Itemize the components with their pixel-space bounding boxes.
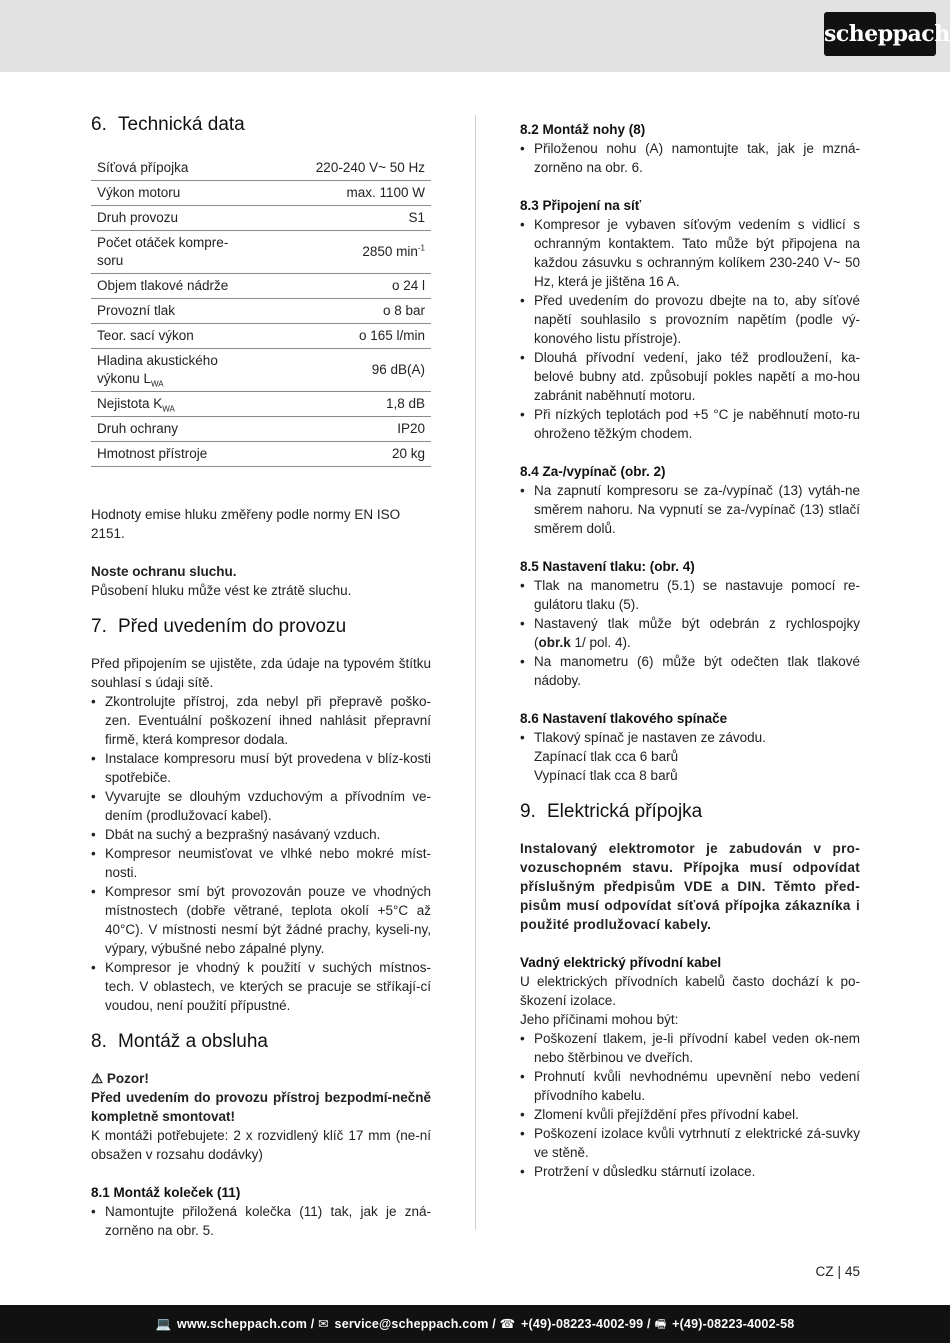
spec-value: o 8 bar: [251, 299, 431, 324]
warning-label: ⚠ Pozor!: [91, 1071, 149, 1086]
computer-icon: 💻: [155, 1317, 172, 1331]
table-row: [91, 442, 431, 467]
section-8-4-list: [520, 481, 860, 538]
list-item: • Instalace kompresoru musí být provedena v blíz-kosti spotřebiče.: [91, 749, 431, 787]
spec-value: S1: [251, 206, 431, 231]
list-item: • Kompresor smí být provozován pouze ve vhodných místnostech (dobře větrané, teplota okolí +5°C až 40°C). V místnosti nesmí být žádné prachy, kyseli-ny, výpary, výbušné nebo zápalné plyny.: [91, 882, 431, 958]
cable-list: [520, 1029, 860, 1181]
section-8-2-heading: 8.2 Montáž nohy (8): [520, 122, 646, 137]
spec-value: max. 1100 W: [251, 181, 431, 206]
section-8-6-list: [520, 728, 860, 785]
section-9-heading: 9. Elektrická přípojka: [520, 801, 703, 822]
table-row: [91, 299, 431, 324]
switch-off-pressure: Vypínací tlak cca 8 barů: [534, 768, 678, 783]
section-8-3-list: [520, 215, 860, 443]
table-row: [91, 349, 431, 392]
list-item: • Před uvedením do provozu dbejte na to, aby síťové napětí souhlasilo s provozním napětím (podle vý-konového listu přístroje).: [520, 291, 860, 348]
list-item: • Nastavený tlak může být odebrán z rychlospojky (obr.k 1/ pol. 4).: [520, 614, 860, 652]
spec-label: Teor. sací výkon: [91, 324, 251, 349]
table-row: [91, 181, 431, 206]
switch-on-pressure: Zapínací tlak cca 6 barů: [534, 749, 679, 764]
spec-label: Druh provozu: [91, 206, 251, 231]
list-item: • Tlakový spínač je nastaven ze závodu. Zapínací tlak cca 6 barů Vypínací tlak cca 8 barů: [520, 728, 860, 785]
cable-intro: U elektrických přívodních kabelů často dochází k po-škození izolace.: [520, 974, 860, 1008]
section-7-intro: Před připojením se ujistěte, zda údaje na typovém štítku souhlasí s údaji sítě.: [91, 656, 431, 690]
spec-label: Počet otáček kompre-soru: [91, 231, 251, 274]
warning-bold-text: Před uvedením do provozu přístroj bezpodmí-nečně kompletně smontovat!: [91, 1090, 431, 1124]
section-6-heading: 6. Technická data: [91, 114, 245, 135]
contact-footer: 💻 www.scheppach.com / ✉ service@scheppach.com / ☎ +(49)-08223-4002-99 / 🖷 +(49)-08223-4002-58: [0, 1305, 950, 1343]
list-item: • Na manometru (6) může být odečten tlak tlakové nádoby.: [520, 652, 860, 690]
noise-emission-text: Hodnoty emise hluku změřeny podle normy EN ISO 2151.: [91, 507, 401, 541]
section-7-heading: 7. Před uvedením do provozu: [91, 616, 347, 637]
list-item: • Přiloženou nohu (A) namontujte tak, jak je mzná-zorněno na obr. 6.: [520, 139, 860, 177]
mail-icon: ✉: [318, 1317, 329, 1331]
section-8-4-heading: 8.4 Za-/vypínač (obr. 2): [520, 464, 666, 479]
table-row: [91, 156, 431, 181]
website-link[interactable]: www.scheppach.com: [177, 1317, 308, 1331]
list-item: • Protržení v důsledku stárnutí izolace.: [520, 1162, 860, 1181]
list-item: • Poškození izolace kvůli vytrhnutí z elektrické zá-suvky ve stěně.: [520, 1124, 860, 1162]
spec-value: o 24 l: [251, 274, 431, 299]
section-8-6-heading: 8.6 Nastavení tlakového spínače: [520, 711, 728, 726]
spec-value: 2850 $\min^{-1}$: [251, 231, 431, 274]
spec-value: 96 dB(A): [251, 349, 431, 392]
page-number: CZ | 45: [815, 1264, 860, 1279]
spec-value: o 165 l/min: [251, 324, 431, 349]
email-link[interactable]: service@scheppach.com: [334, 1317, 489, 1331]
spec-label: Druh ochrany: [91, 417, 251, 442]
table-row: [91, 324, 431, 349]
section-8-3-heading: 8.3 Připojení na síť: [520, 198, 642, 213]
table-row: [91, 417, 431, 442]
section-7-list: [91, 692, 431, 1015]
table-row: [91, 274, 431, 299]
section-8-heading: 8. Montáž a obsluha: [91, 1031, 268, 1052]
spec-label: Hladina akustického výkonu $L_{WA}$: [91, 349, 251, 392]
left-column: [91, 112, 431, 1240]
list-item: • Poškození tlakem, je-li přívodní kabel veden ok-nem nebo štěrbinou ve dveřích.: [520, 1029, 860, 1067]
header-bar: [0, 0, 950, 72]
list-item: • Dbát na suchý a bezprašný nasávaný vzduch.: [91, 825, 431, 844]
spec-label: Objem tlakové nádrže: [91, 274, 251, 299]
cable-cause: Jeho příčinami mohou být:: [520, 1012, 679, 1027]
list-item: • Kompresor neumisťovat ve vlhké nebo mokré míst-nosti.: [91, 844, 431, 882]
spec-label: Nejistota $K_{WA}$: [91, 392, 251, 417]
technical-data-table: [91, 156, 431, 467]
table-row: [91, 206, 431, 231]
ear-protection-text: Působení hluku může vést ke ztrátě sluchu.: [91, 583, 352, 598]
phone-number: +(49)-08223-4002-99: [521, 1317, 644, 1331]
section-9-bold-text: Instalovaný elektromotor je zabudován v pro-vozuschopném stavu. Přípojka musí odpovídat příslušným předpisům VDE a DIN. Těmto před-pisům musí odpovídat síťová přípojka zákazníka i použité prodlužovací kabely.: [520, 841, 860, 932]
scheppach-logo: scheppach: [824, 12, 936, 56]
spec-label: Provozní tlak: [91, 299, 251, 324]
spec-value: 20 kg: [251, 442, 431, 467]
list-item: • Kompresor je vhodný k použití v suchých místnos-tech. V oblastech, ve kterých se pracuje se stříkají-cí voudou, není použití přípustné.: [91, 958, 431, 1015]
warning-text: K montáži potřebujete: 2 x rozvidlený klíč 17 mm (ne-ní obsažen v rozsahu dodávky): [91, 1128, 431, 1162]
list-item: • Zkontrolujte přístroj, zda nebyl při přepravě poško-zen. Eventuální poškození ihned nahlásit přepravní firmě, která kompresor dodala.: [91, 692, 431, 749]
section-8-1-heading: 8.1 Montáž koleček (11): [91, 1185, 241, 1200]
spec-label: Výkon motoru: [91, 181, 251, 206]
list-item: • Namontujte přiložená kolečka (11) tak, jak je zná-zorněno na obr. 5.: [91, 1202, 431, 1240]
spec-label: Hmotnost přístroje: [91, 442, 251, 467]
ear-protection-title: Noste ochranu sluchu.: [91, 564, 237, 579]
list-item: • Při nízkých teplotách pod +5 °C je naběhnutí moto-ru ohroženo těžkým chodem.: [520, 405, 860, 443]
list-item: • Prohnutí kvůli nevhodnému upevnění nebo vedení přívodního kabelu.: [520, 1067, 860, 1105]
section-8-5-list: [520, 576, 860, 690]
table-row: [91, 392, 431, 417]
section-8-5-heading: 8.5 Nastavení tlaku: (obr. 4): [520, 559, 695, 574]
list-item: • Dlouhá přívodní vedení, jako též prodloužení, ka-belové bubny atd. způsobují pokles napětí a mo-hou zabránit naběhnutí motoru.: [520, 348, 860, 405]
cable-heading: Vadný elektrický přívodní kabel: [520, 955, 722, 970]
fax-number: +(49)-08223-4002-58: [672, 1317, 795, 1331]
spec-value: 220-240 V~ 50 Hz: [251, 156, 431, 181]
section-8-2-list: [520, 139, 860, 177]
spec-value: 1,8 dB: [251, 392, 431, 417]
fax-icon: 🖷: [654, 1317, 667, 1331]
warning-icon: ⚠: [91, 1071, 104, 1086]
list-item: • Zlomení kvůli přejíždění přes přívodní kabel.: [520, 1105, 860, 1124]
column-divider: [475, 115, 476, 1230]
spec-value: IP20: [251, 417, 431, 442]
right-column: [520, 120, 860, 1181]
section-8-1-list: [91, 1202, 431, 1240]
phone-icon: ☎: [499, 1317, 516, 1331]
table-row: [91, 231, 431, 274]
list-item: • Tlak na manometru (5.1) se nastavuje pomocí re-gulátoru tlaku (5).: [520, 576, 860, 614]
list-item: • Kompresor je vybaven síťovým vedením s vidlicí s ochranným kontaktem. Tato může být připojena na každou zásuvku s ochranným kolíkem 230-240 V~ 50 Hz, která je jištěna 16 A.: [520, 215, 860, 291]
list-item: • Na zapnutí kompresoru se za-/vypínač (13) vytáh-ne směrem nahoru. Na vypnutí se za-/vypínač (13) stlačí směrem dolů.: [520, 481, 860, 538]
list-item: • Vyvarujte se dlouhým vzduchovým a přívodním ve-dením (prodlužovací kabel).: [91, 787, 431, 825]
spec-label: Síťová přípojka: [91, 156, 251, 181]
